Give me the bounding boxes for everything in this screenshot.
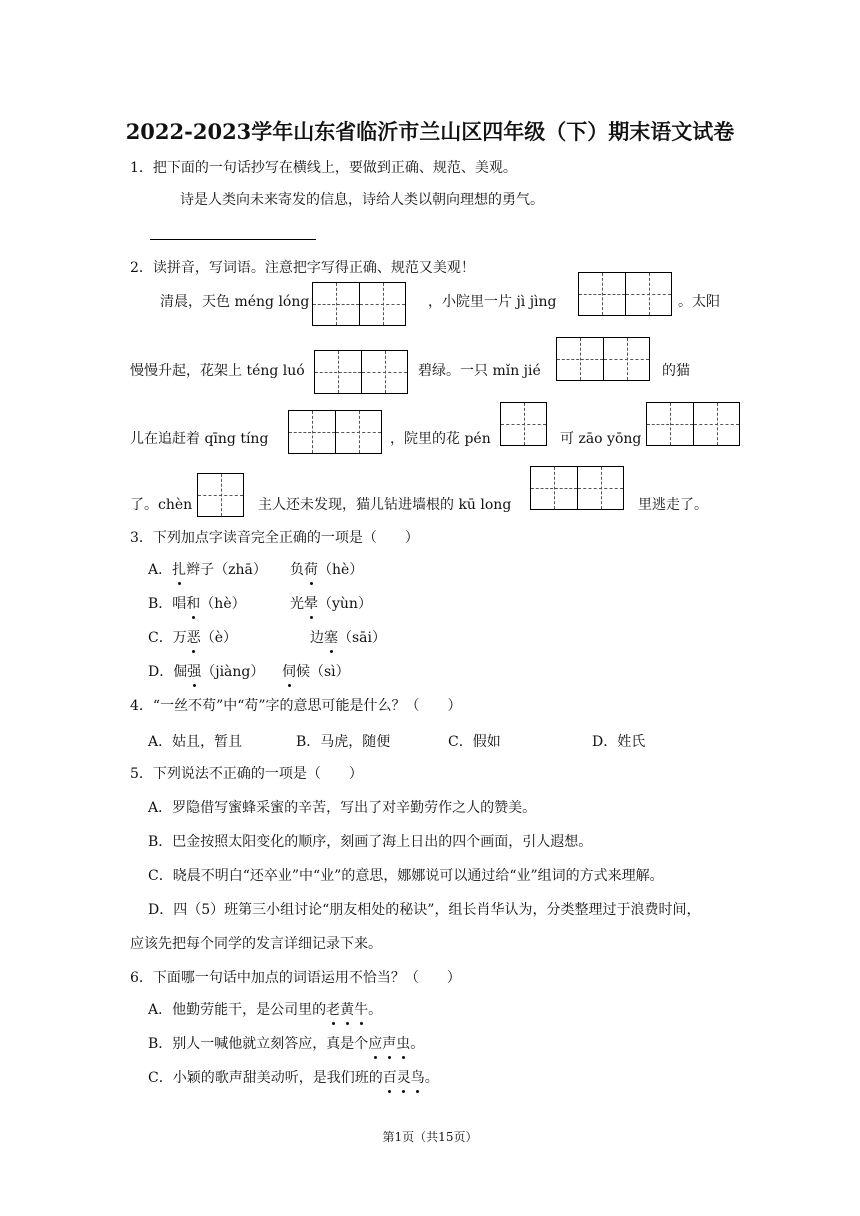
option-a-word1[interactable]: A．扎辫子（zhā） (148, 562, 267, 578)
writing-grid-chen[interactable] (197, 473, 244, 517)
writing-grid-minjie[interactable] (556, 337, 650, 381)
option-b[interactable]: B．别人一喊他就立刻答应，真是个应声虫。 (148, 1036, 425, 1052)
question-1-sentence: 诗是人类向未来寄发的信息，诗给人类以朝向理想的勇气。 (180, 192, 544, 208)
pinyin-segment: ，院里的花 pén (390, 431, 491, 447)
option-d-word2: 伺候（sì） (282, 664, 350, 680)
option-b[interactable]: B．巴金按照太阳变化的顺序，刻画了海上日出的四个画面，引人遐想。 (148, 834, 593, 850)
pinyin-segment: 。太阳 (678, 294, 720, 310)
page-footer: 第1页（共15页） (382, 1130, 478, 1144)
writing-grid-kulong[interactable] (530, 466, 624, 510)
option-d[interactable]: D．姓氏 (592, 734, 646, 750)
dotted-char: 声 (382, 1036, 397, 1052)
pinyin-segment: 了。chèn (130, 497, 193, 513)
option-a-word2: 负荷（hè） (290, 562, 364, 578)
option-c[interactable]: C．假如 (448, 734, 501, 750)
writing-grid-qingting[interactable] (288, 410, 382, 454)
option-b-word2: 光晕（yùn） (290, 596, 372, 612)
option-c-word2: 边塞（sāi） (310, 630, 387, 646)
dotted-char: 黄 (340, 1002, 355, 1018)
option-d-continued: 应该先把每个同学的发言详细记录下来。 (130, 936, 382, 952)
question-3-stem: 3．下列加点字读音完全正确的一项是（ ） (130, 530, 419, 546)
option-b-word1[interactable]: B．唱和（hè） (148, 596, 246, 612)
dotted-char: 虫 (396, 1036, 411, 1052)
dotted-char: 应 (368, 1036, 383, 1052)
dotted-char: 牛 (354, 1002, 369, 1018)
option-b[interactable]: B．马虎，随便 (296, 734, 391, 750)
question-5-stem: 5．下列说法不正确的一项是（ ） (130, 766, 363, 782)
option-c[interactable]: C．晓晨不明白“还卒业”中“业”的意思，娜娜说可以通过给“业”组词的方式来理解。 (148, 868, 664, 884)
pinyin-segment: 碧绿。一只 mǐn jié (418, 363, 541, 379)
pinyin-segment: 儿在追赶着 qīng tíng (130, 431, 269, 447)
writing-grid-zaoyong[interactable] (646, 402, 740, 446)
pinyin-segment: 里逃走了。 (638, 497, 708, 513)
question-1-stem: 1．把下面的一句话抄写在横线上，要做到正确、规范、美观。 (130, 160, 517, 176)
writing-grid-menglong[interactable] (312, 282, 406, 326)
pinyin-segment: 可 zāo yōng (560, 431, 642, 447)
question-6-stem: 6．下面哪一句话中加点的词语运用不恰当？（ ） (130, 970, 461, 986)
pinyin-segment: ，小院里一片 jì jìng (428, 294, 557, 310)
copy-answer-line[interactable] (150, 239, 316, 240)
option-d[interactable]: D．四（5）班第三小组讨论“朋友相处的秘诀”，组长肖华认为，分类整理过于浪费时间， (148, 902, 701, 918)
dotted-char: 老 (326, 1002, 341, 1018)
writing-grid-pen[interactable] (500, 402, 547, 446)
question-4-stem: 4．“一丝不苟”中“苟”字的意思可能是什么？（ ） (130, 698, 462, 714)
option-c-word1[interactable]: C．万恶（è） (148, 630, 238, 646)
option-d-word1[interactable]: D．倔强（jiàng） (148, 664, 265, 680)
pinyin-segment: 的猫 (662, 363, 690, 379)
writing-grid-jijing[interactable] (578, 272, 672, 316)
pinyin-segment: 主人还未发现，猫儿钻进墙根的 kū long (258, 497, 512, 513)
question-2-stem: 2．读拼音，写词语。注意把字写得正确、规范又美观！ (130, 260, 475, 276)
dotted-char: 鸟 (410, 1070, 425, 1086)
pinyin-segment: 清晨，天色 méng lóng (160, 294, 310, 310)
option-c[interactable]: C．小颖的歌声甜美动听，是我们班的百灵鸟。 (148, 1070, 439, 1086)
page-title: 2022-2023学年山东省临沂市兰山区四年级（下）期末语文试卷 (125, 119, 735, 144)
pinyin-segment: 慢慢升起，花架上 téng luó (130, 363, 305, 379)
option-a[interactable]: A．他勤劳能干，是公司里的老黄牛。 (148, 1002, 383, 1018)
writing-grid-tengluo[interactable] (314, 350, 408, 394)
dotted-char: 百 (382, 1070, 397, 1086)
option-a[interactable]: A．姑且，暂且 (148, 734, 243, 750)
option-a[interactable]: A．罗隐借写蜜蜂采蜜的辛苦，写出了对辛勤劳作之人的赞美。 (148, 800, 537, 816)
dotted-char: 灵 (396, 1070, 411, 1086)
